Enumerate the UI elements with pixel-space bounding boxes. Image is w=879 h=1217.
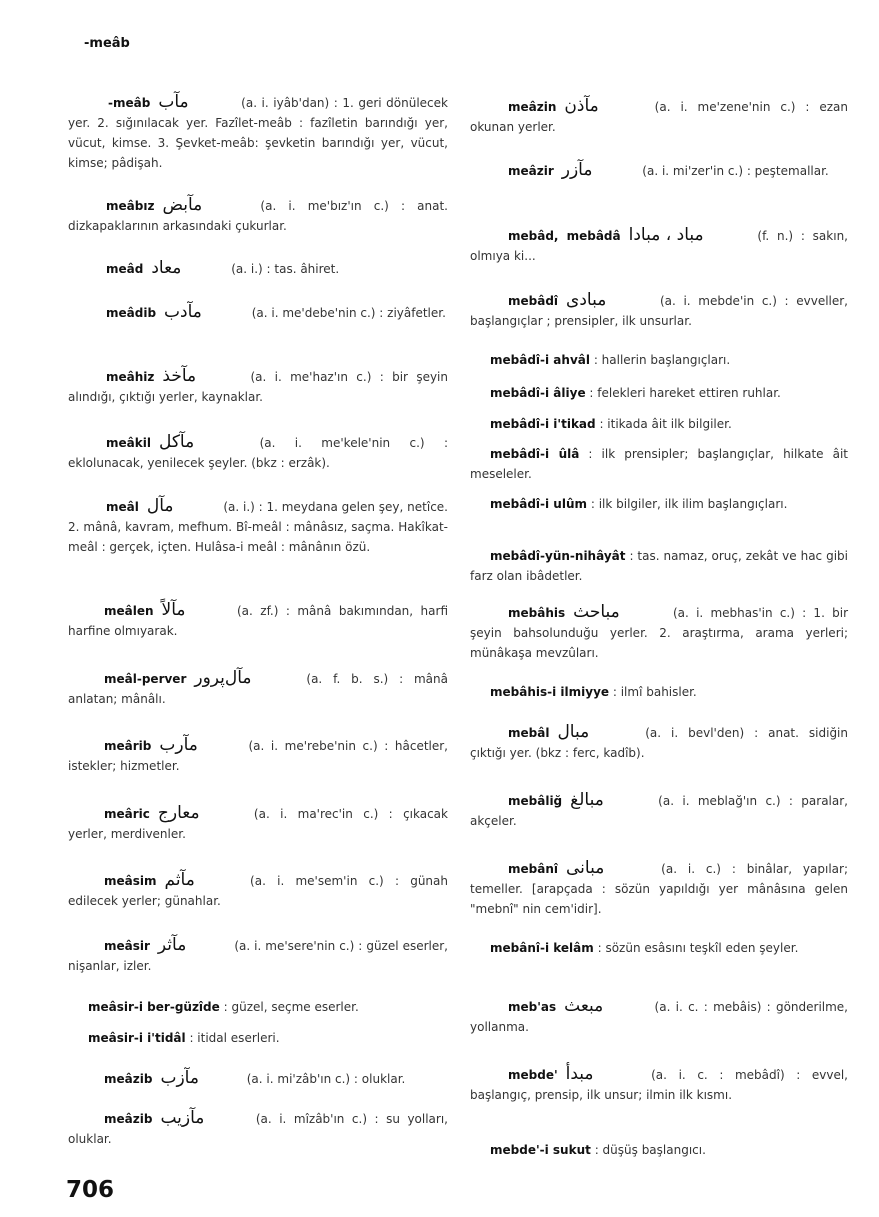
dictionary-entry — [68, 935, 448, 976]
entry-definition: : ilmî bahisler. — [612, 685, 697, 699]
dictionary-entry — [470, 602, 848, 663]
entry-definition: (a. i. me'kele'nin c.) : eklolunacak, yenilecek şeyler. (bkz : erzâk). — [68, 436, 448, 470]
entry-arabic-script: مبعث — [564, 996, 604, 1016]
entry-arabic-script: مآلاً — [161, 600, 186, 620]
entry-headword: meâdib — [106, 306, 157, 320]
entry-arabic-script: مبانى — [566, 858, 605, 878]
entry-headword: mebâdî-i ûlâ — [490, 447, 580, 461]
entry-arabic-script: مآدب — [164, 302, 202, 322]
dictionary-entry — [470, 96, 848, 137]
entry-headword: meâsim — [104, 874, 157, 888]
dictionary-entry — [470, 444, 848, 484]
dictionary-entry — [470, 790, 848, 831]
entry-definition: (a. i. me'sere'nin c.) : güzel eserler, nişanlar, izler. — [68, 939, 448, 973]
entry-headword: mebâdî-i i'tikad — [490, 417, 596, 431]
entry-definition: (a. i. c. : mebâis) : gönderilme, yollanma. — [470, 1000, 848, 1034]
entry-headword: mebânî-i kelâm — [490, 941, 594, 955]
entry-arabic-script: مآخذ — [162, 366, 197, 386]
entry-headword: meâl-perver — [104, 672, 187, 686]
entry-definition: : hallerin başlangıçları. — [593, 353, 731, 367]
entry-headword: -meâb — [108, 96, 151, 110]
dictionary-entry — [68, 1028, 448, 1048]
entry-headword: mebde'-i sukut — [490, 1143, 591, 1157]
dictionary-entry — [68, 432, 448, 473]
dictionary-entry — [470, 722, 848, 763]
entry-headword: mebde' — [508, 1068, 558, 1082]
entry-arabic-script: مآبض — [162, 195, 203, 215]
entry-arabic-script: مبال — [557, 722, 590, 742]
entry-definition: (a. i. me'sem'in c.) : günah edilecek yerler; günahlar. — [68, 874, 448, 908]
entry-arabic-script: مآذن — [564, 96, 599, 116]
entry-headword: meârib — [104, 739, 152, 753]
dictionary-entry — [68, 302, 448, 323]
entry-headword: meâzib — [104, 1072, 153, 1086]
entry-arabic-script: مباد ، مبادا — [628, 225, 704, 245]
entry-arabic-script: معارج — [157, 803, 200, 823]
entry-definition: : sözün esâsını teşkîl eden şeyler. — [597, 941, 799, 955]
entry-definition: (a. i. me'debe'nin c.) : ziyâfetler. — [247, 306, 446, 320]
entry-definition: : güzel, seçme eserler. — [223, 1000, 359, 1014]
entry-arabic-script: مبدأ — [565, 1064, 594, 1084]
entry-definition: (f. n.) : sakın, olmıya ki... — [470, 229, 848, 263]
entry-headword: meb'as — [508, 1000, 557, 1014]
dictionary-entry — [470, 160, 848, 181]
entry-definition: (a. i. me'bız'ın c.) : anat. dizkapaklarının arkasındaki çukurlar. — [68, 199, 448, 233]
entry-definition: (a. i. mîzâb'ın c.) : su yolları, oluklar. — [68, 1112, 448, 1146]
entry-definition: : itidal eserleri. — [189, 1031, 280, 1045]
running-head: -meâb — [84, 36, 130, 51]
entry-definition: (a. i. ma'rec'in c.) : çıkacak yerler, merdivenler. — [68, 807, 448, 841]
entry-arabic-script: مبادى — [566, 290, 607, 310]
entry-arabic-script: مآزب — [160, 1068, 199, 1088]
page-number: 706 — [66, 1177, 115, 1203]
dictionary-entry — [68, 735, 448, 776]
entry-definition: : tas. namaz, oruç, zekât ve hac gibi farz olan ibâdetler. — [470, 549, 848, 583]
entry-definition: (a. i. mebde'in c.) : evveller, başlangıçlar ; prensipler, ilk unsurlar. — [470, 294, 848, 328]
dictionary-entry — [68, 92, 448, 173]
entry-headword: meâhiz — [106, 370, 155, 384]
entry-headword: mebâl — [508, 726, 550, 740]
dictionary-entry — [470, 546, 848, 586]
dictionary-entry — [470, 996, 848, 1037]
entry-headword: mebâhis — [508, 606, 566, 620]
entry-headword: meâd — [106, 262, 144, 276]
dictionary-entry — [68, 997, 448, 1017]
dictionary-entry — [470, 858, 848, 919]
dictionary-entry — [68, 668, 448, 709]
entry-arabic-script: معاد — [151, 258, 182, 278]
entry-headword: mebâdî-yün-nihâyât — [490, 549, 626, 563]
dictionary-entry — [68, 496, 448, 557]
entry-headword: mebâd, mebâdâ — [508, 229, 621, 243]
dictionary-entry — [68, 366, 448, 407]
dictionary-entry — [470, 682, 848, 702]
dictionary-entry — [68, 1108, 448, 1149]
dictionary-entry — [68, 195, 448, 236]
entry-headword: meâric — [104, 807, 150, 821]
entry-headword: mebâdî-i ahvâl — [490, 353, 590, 367]
dictionary-entry — [470, 350, 848, 370]
dictionary-entry — [470, 938, 848, 958]
entry-headword: meâsir-i i'tidâl — [88, 1031, 186, 1045]
dictionary-entry — [68, 1068, 448, 1089]
entry-definition: (a. zf.) : mânâ bakımından, harfi harfine olmıyarak. — [68, 604, 448, 638]
entry-arabic-script: مآثر — [157, 935, 187, 955]
entry-definition: (a. i. c. : mebâdî) : evvel, başlangıç, prensip, ilk unsur; ilmin ilk kısmı. — [470, 1068, 848, 1102]
entry-definition: (a. i. iyâb'dan) : 1. geri dönülecek yer. 2. sığınılacak yer. Fazîlet-meâb : fazîletin barındığı yer, vücut, kimse. 3. Şevket-meâb: şevketin barındığı yer, vücut, kimse; pâdişah. — [68, 96, 448, 170]
entry-definition: : felekleri hareket ettiren ruhlar. — [589, 386, 781, 400]
dictionary-entry — [470, 1064, 848, 1105]
entry-definition: (a. i.) : 1. meydana gelen şey, netîce. 2. mânâ, kavram, mefhum. Bî-meâl : mânâsız, saçma. Hakîkat-meâl : gerçek, içten. Hulâsa-i meâl : mânânın özü. — [68, 500, 448, 554]
dictionary-entry — [470, 414, 848, 434]
dictionary-entry — [68, 600, 448, 641]
entry-arabic-script: مآزر — [561, 160, 593, 180]
entry-arabic-script: مآرب — [159, 735, 198, 755]
entry-headword: mebânî — [508, 862, 558, 876]
entry-definition: (a. f. b. s.) : mânâ anlatan; mânâlı. — [68, 672, 448, 706]
entry-definition: (a. i. bevl'den) : anat. sidiğin çıktığı yer. (bkz : ferc, kadîb). — [470, 726, 848, 760]
entry-definition: (a. i. mi'zâb'ın c.) : oluklar. — [242, 1072, 406, 1086]
dictionary-entry — [470, 225, 848, 266]
entry-definition: : itikada âit ilk bilgiler. — [599, 417, 732, 431]
entry-arabic-script: مآل — [146, 496, 174, 516]
entry-arabic-script: مباحث — [573, 602, 620, 622]
entry-definition: : ilk prensipler; başlangıçlar, hilkate âit meseleler. — [470, 447, 848, 481]
dictionary-entry — [68, 870, 448, 911]
entry-headword: meâlen — [104, 604, 154, 618]
entry-headword: mebâdî-i ulûm — [490, 497, 588, 511]
entry-definition: (a. i. mebhas'in c.) : 1. bir şeyin bahsolunduğu yerler. 2. araştırma, arama yerleri; münâkaşa mevzûları. — [470, 606, 848, 660]
entry-headword: meâbız — [106, 199, 155, 213]
entry-headword: meâl — [106, 500, 139, 514]
entry-headword: meâsir-i ber-güzîde — [88, 1000, 220, 1014]
entry-definition: (a. i.) : tas. âhiret. — [227, 262, 340, 276]
dictionary-entry — [470, 494, 848, 514]
entry-arabic-script: مآزيب — [160, 1108, 205, 1128]
dictionary-entry — [470, 383, 848, 403]
entry-headword: mebâdî — [508, 294, 559, 308]
entry-headword: mebâliğ — [508, 794, 563, 808]
entry-definition: (a. i. mi'zer'in c.) : peştemallar. — [638, 164, 829, 178]
dictionary-entry — [68, 803, 448, 844]
entry-definition: (a. i. me'haz'ın c.) : bir şeyin alındığı, çıktığı yerler, kaynaklar. — [68, 370, 448, 404]
entry-headword: meâzin — [508, 100, 557, 114]
entry-definition: (a. i. me'zene'nin c.) : ezan okunan yerler. — [470, 100, 848, 134]
entry-arabic-script: مآكل — [158, 432, 195, 452]
entry-headword: mebâhis-i ilmiyye — [490, 685, 610, 699]
dictionary-entry — [470, 1140, 848, 1160]
entry-headword: meâzib — [104, 1112, 153, 1126]
entry-definition: (a. i. c.) : binâlar, yapılar; temeller. [arapçada : sözün yapıldığı yer mânâsına gelen "mebnî" nin cem'idir]. — [470, 862, 848, 916]
entry-headword: mebâdî-i âliye — [490, 386, 586, 400]
entry-headword: meâkil — [106, 436, 151, 450]
entry-headword: meâsir — [104, 939, 150, 953]
entry-arabic-script: مآب — [158, 92, 189, 112]
entry-arabic-script: مآثم — [164, 870, 195, 890]
entry-arabic-script: مآل‌پرور — [194, 668, 252, 688]
entry-definition: (a. i. meblağ'ın c.) : paralar, akçeler. — [470, 794, 848, 828]
entry-arabic-script: مبالغ — [570, 790, 604, 810]
entry-definition: : düşüş başlangıcı. — [594, 1143, 706, 1157]
entry-definition: : ilk bilgiler, ilk ilim başlangıçları. — [590, 497, 788, 511]
entry-headword: meâzir — [508, 164, 554, 178]
dictionary-entry — [470, 290, 848, 331]
dictionary-entry — [68, 258, 448, 279]
entry-definition: (a. i. me'rebe'nin c.) : hâcetler, istekler; hizmetler. — [68, 739, 448, 773]
